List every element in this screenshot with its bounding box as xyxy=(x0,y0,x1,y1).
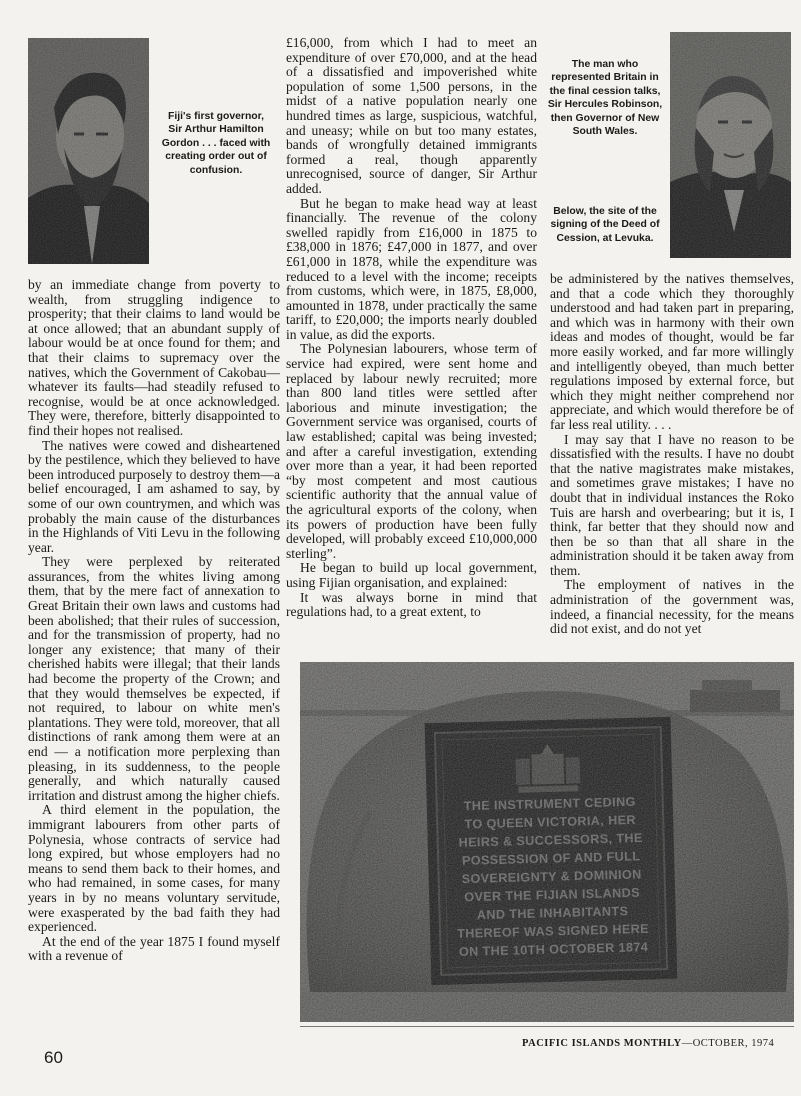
col1-paragraph-3: They were perplexed by reiterated assurances, from the whites living among them, that by the mere fact of annexation to Great Britain their own laws and customs had been abolished; that their rules of succession, and for the transmission of property, had no longer any existence; that many of their cherished habits were illegal; that their lands had become the property of the Crown; and that they would themselves be expected, if not required, to labour on white men's plantations. They were told, moreover, that all distinctions of rank among them were at an end — a notification more perplexing than pleasing, in its suddenness, to the people generally, and which naturally caused irritation and distrust among the higher chiefs. xyxy=(28,554,280,803)
robinson-portrait xyxy=(670,32,791,258)
column-1 xyxy=(28,278,280,964)
col1-paragraph-4: A third element in the population, the immigrant labourers from other parts of Polynesia, whose contracts of service had long expired, but whose employers had no means to send them back to their homes, and who had remained, in some cases, for many years in by no means voluntary servitude, were exasperated by the bad faith they had experienced. xyxy=(28,802,280,935)
site-caption: Below, the site of the signing of the Deed of Cession, at Levuka. xyxy=(550,206,660,244)
robinson-caption: The man who represented Britain in the final cession talks, Sir Hercules Robinson, then Governor of New South Wales. xyxy=(547,59,663,138)
footer-credit xyxy=(522,1038,774,1049)
issue-date: —OCTOBER, 1974 xyxy=(681,1038,775,1049)
col2-paragraph-2: But he began to make head way at least financially. The revenue of the colony swelled rapidly from £16,000 in 1875 to £38,000 in 1876; £47,000 in 1877, and over £61,000 in 1878, while the expenditure was reduced to a level with the income; receipts from customs, which were, in 1875, £8,000, amounted in 1878, under practically the same tariff, to £20,000; the imports nearly doubled in value, as did the exports. xyxy=(286,195,537,342)
gordon-caption: Fiji's first governor, Sir Arthur Hamilton Gordon . . . faced with creating order out of confusion. xyxy=(161,111,271,176)
col2-paragraph-3: The Polynesian labourers, whose term of service had expired, were sent home and replaced by labour newly recruited; more than 800 land titles were settled after laborious and minute investigation; the Government service was organised, courts of law established; capital was being invested; and after a careful investigation, extending over more than a year, it had been reported “by most competent and most cautious scientific authority that the annual value of the agricultural exports of the colony, when its powers of production have been fully developed, will probably exceed £10,000,000 sterling”. xyxy=(286,341,537,561)
col1-paragraph-1: by an immediate change from poverty to wealth, from struggling indigence to prosperity; that their claims to land would be at once allowed; that an abundant supply of labour would be at once found for them; and that their claims to supremacy over the natives, which the Government of Cakobau—whatever its faults—had steadily refused to recognise, would be at once acknowledged. They were, therefore, bitterly disappointed to find their hopes not realised. xyxy=(28,277,280,438)
column-3 xyxy=(550,272,794,637)
col1-paragraph-5: At the end of the year 1875 I found myself with a revenue of xyxy=(28,933,280,964)
col2-paragraph-5: It was always borne in mind that regulations had, to a great extent, to xyxy=(286,589,537,620)
col3-paragraph-2: I may say that I have no reason to be dissatisfied with the results. I have no doubt that the native magistrates make mistakes, and sometimes grave mistakes; I have no doubt that in individual instances the Roko Tuis are harsh and overbearing; but it is, I think, far better that they should now and then be so than that all share in the administration should it be taken away from them. xyxy=(550,431,794,578)
col3-paragraph-1: be administered by the natives themselves, and that a code which they thoroughly understood and had taken part in preparing, and which was in harmony with their own ideas and modes of thought, would be far more easily worked, and far more willingly and intelligently obeyed, than much better regulations imposed by external force, but which they might neither comprehend nor appreciate, and which would therefore be of far less real utility. . . . xyxy=(550,271,794,432)
gordon-portrait xyxy=(28,38,149,264)
cession-plaque-photo xyxy=(300,662,794,1022)
column-2 xyxy=(286,36,537,620)
footer-rule xyxy=(300,1026,794,1027)
col3-paragraph-3: The employment of natives in the administration of the government was, indeed, a financial necessity, for the means did not exist, and do not yet xyxy=(550,577,794,637)
magazine-name: PACIFIC ISLANDS MONTHLY xyxy=(522,1038,682,1049)
col2-paragraph-4: He began to build up local government, using Fijian organisation, and explained: xyxy=(286,560,537,590)
col2-paragraph-1: £16,000, from which I had to meet an expenditure of over £70,000, and at the head of a dissatisfied and impoverished white population of some 1,500 persons, in the midst of a native population nearly one hundred times as large, suspicious, watchful, and uneasy; while on but too many estates, bands of wrongfully detained immigrants formed a real, though apparently unrecognised, source of danger, Sir Arthur added. xyxy=(286,35,537,196)
col1-paragraph-2: The natives were cowed and disheartened by the pestilence, which they believed to have been introduced purposely to destroy them—a belief encouraged, I am ashamed to say, by some of our own countrymen, and which was probably the main cause of the disturbances in the Highlands of Viti Levu in the following year. xyxy=(28,437,280,555)
page-number: 60 xyxy=(44,1048,63,1067)
